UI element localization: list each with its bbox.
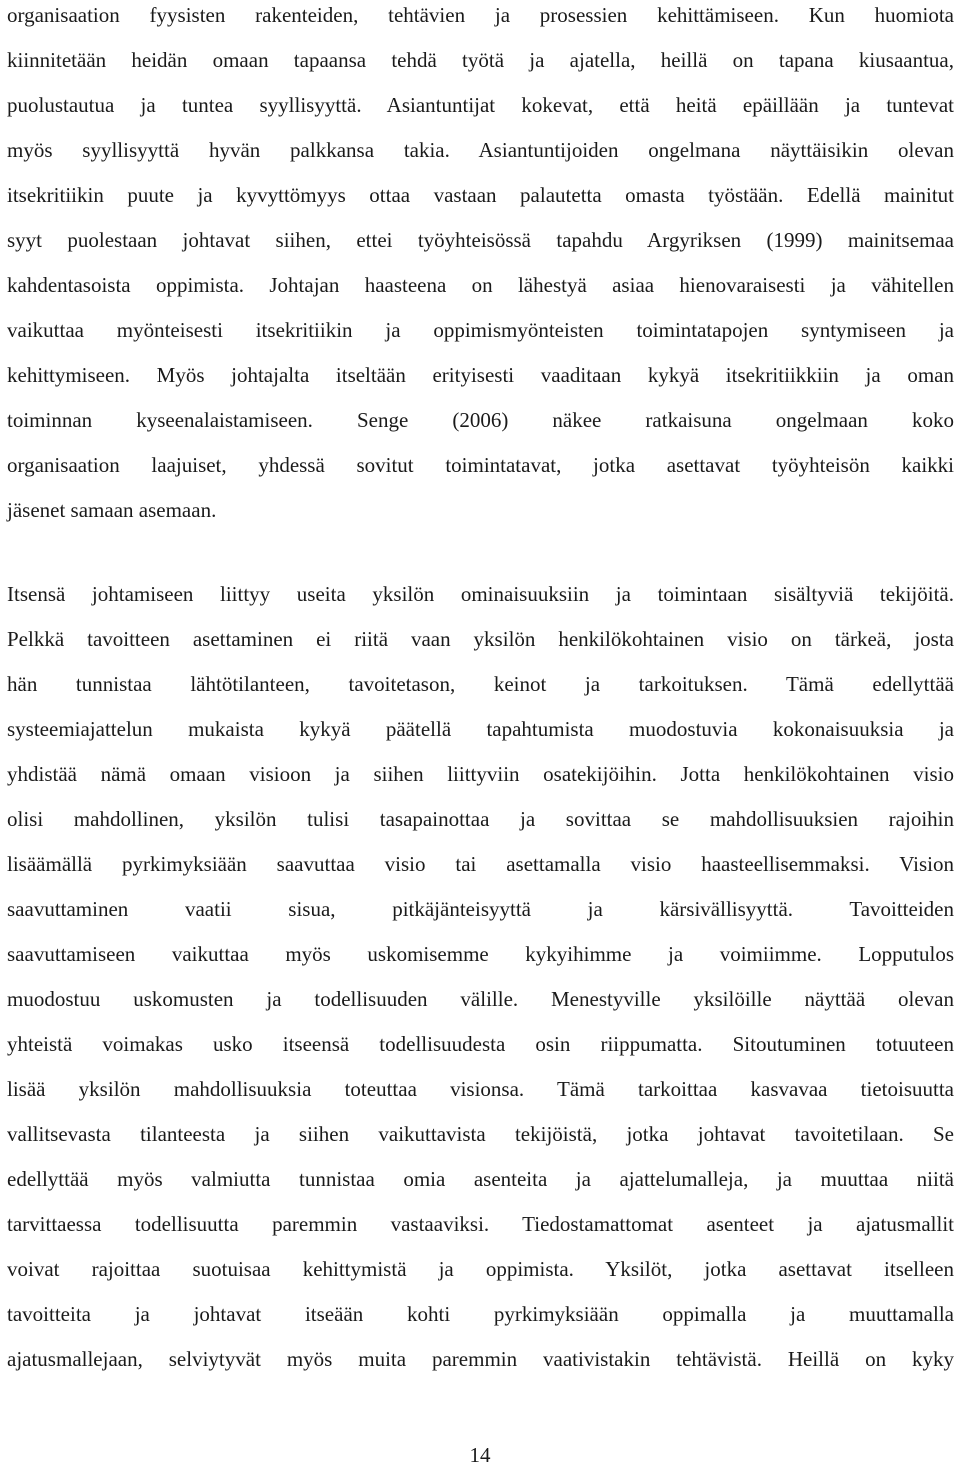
- text-line: saavuttaminen vaatii sisua, pitkäjänteisyyttä ja kärsivällisyyttä. Tavoitteiden: [7, 897, 954, 921]
- text-line: organisaation fyysisten rakenteiden, tehtävien ja prosessien kehittämiseen. Kun huomiota: [7, 3, 954, 27]
- text-line: ajatusmallejaan, selviytyvät myös muita paremmin vaativistakin tehtävistä. Heillä on kyky: [7, 1347, 954, 1371]
- text-line: itsekritiikin puute ja kyvyttömyys ottaa vastaan palautetta omasta työstään. Edellä mainitut: [7, 183, 954, 207]
- text-line: Itsensä johtamiseen liittyy useita yksilön ominaisuuksiin ja toimintaan sisältyviä tekijöitä.: [7, 582, 954, 606]
- text-line: kehittymiseen. Myös johtajalta itseltään erityisesti vaaditaan kykyä itsekritiikkiin ja oman: [7, 363, 954, 387]
- text-line: tarvittaessa todellisuutta paremmin vastaaviksi. Tiedostamattomat asenteet ja ajatusmallit: [7, 1212, 954, 1236]
- text-line: saavuttamiseen vaikuttaa myös uskomisemme kykyihimme ja voimiimme. Lopputulos: [7, 942, 954, 966]
- text-line: yhteistä voimakas usko itseensä todellisuudesta osin riippumatta. Sitoutuminen totuuteen: [7, 1032, 954, 1056]
- text-line: syyt puolestaan johtavat siihen, ettei työyhteisössä tapahdu Argyriksen (1999) mainitsemaa: [7, 228, 954, 252]
- paragraph: [7, 0, 954, 533]
- text-line: kiinnitetään heidän omaan tapaansa tehdä työtä ja ajatella, heillä on tapana kiusaantua,: [7, 48, 954, 72]
- text-line: organisaation laajuiset, yhdessä sovitut toimintatavat, jotka asettavat työyhteisön kaikki: [7, 453, 954, 477]
- text-line: myös syyllisyyttä hyvän palkkansa takia. Asiantuntijoiden ongelmana näyttäisikin olevan: [7, 138, 954, 162]
- text-line: systeemiajattelun mukaista kykyä päätellä tapahtumista muodostuvia kokonaisuuksia ja: [7, 717, 954, 741]
- text-line: hän tunnistaa lähtötilanteen, tavoitetason, keinot ja tarkoituksen. Tämä edellyttää: [7, 672, 954, 696]
- text-line: lisää yksilön mahdollisuuksia toteuttaa visionsa. Tämä tarkoittaa kasvavaa tietoisuutta: [7, 1077, 954, 1101]
- text-line: kahdentasoista oppimista. Johtajan haasteena on lähestyä asiaa hienovaraisesti ja vähitellen: [7, 273, 954, 297]
- text-line: vaikuttaa myönteisesti itsekritiikin ja oppimismyönteisten toimintatapojen syntymiseen ja: [7, 318, 954, 342]
- text-line: voivat rajoittaa suotuisaa kehittymistä ja oppimista. Yksilöt, jotka asettavat itselleen: [7, 1257, 954, 1281]
- text-line: jäsenet samaan asemaan.: [7, 498, 217, 522]
- text-line: edellyttää myös valmiutta tunnistaa omia asenteita ja ajattelumalleja, ja muuttaa niitä: [7, 1167, 954, 1191]
- text-line: Pelkkä tavoitteen asettaminen ei riitä vaan yksilön henkilökohtainen visio on tärkeä, josta: [7, 627, 954, 651]
- text-line: tavoitteita ja johtavat itseään kohti pyrkimyksiään oppimalla ja muuttamalla: [7, 1302, 954, 1326]
- text-line: yhdistää nämä omaan visioon ja siihen liittyviin osatekijöihin. Jotta henkilökohtainen visio: [7, 762, 954, 786]
- paragraph: [7, 572, 954, 1382]
- text-line: muodostuu uskomusten ja todellisuuden välille. Menestyville yksilöille näyttää olevan: [7, 987, 954, 1011]
- page-number: 14: [469, 1443, 491, 1467]
- text-line: toiminnan kyseenalaistamiseen. Senge (2006) näkee ratkaisuna ongelmaan koko: [7, 408, 954, 432]
- text-line: olisi mahdollinen, yksilön tulisi tasapainottaa ja sovittaa se mahdollisuuksien rajoihin: [7, 807, 954, 831]
- text-line: lisäämällä pyrkimyksiään saavuttaa visio tai asettamalla visio haasteellisemmaksi. Vision: [7, 852, 954, 876]
- text-line: puolustautua ja tuntea syyllisyyttä. Asiantuntijat kokevat, että heitä epäillään ja tuntevat: [7, 93, 954, 117]
- text-line: vallitsevasta tilanteesta ja siihen vaikuttavista tekijöistä, jotka johtavat tavoitetilaan. Se: [7, 1122, 954, 1146]
